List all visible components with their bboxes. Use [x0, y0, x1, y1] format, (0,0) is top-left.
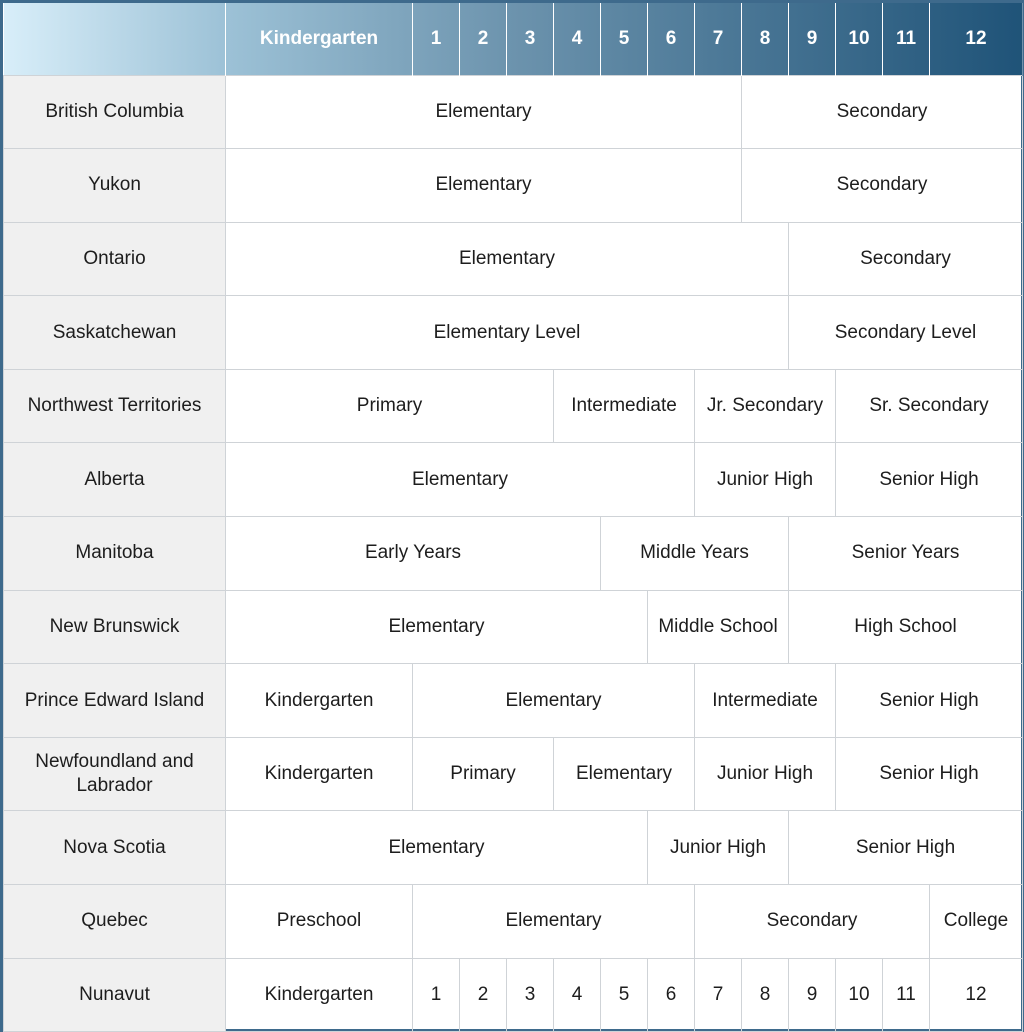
province-name: Nova Scotia [4, 811, 226, 885]
school-stage-cell: 9 [789, 958, 836, 1032]
school-stage-cell: Intermediate [554, 369, 695, 443]
school-stage-cell: Sr. Secondary [836, 369, 1023, 443]
province-name: Northwest Territories [4, 369, 226, 443]
province-name: Nunavut [4, 958, 226, 1032]
school-stage-cell: College [930, 885, 1023, 959]
grade-header-kindergarten: Kindergarten [226, 3, 413, 75]
school-stage-cell: Early Years [226, 517, 601, 591]
table-row [4, 958, 1023, 1032]
school-stage-cell: Secondary [789, 222, 1023, 296]
grade-header-2: 2 [460, 3, 507, 75]
school-stage-cell: Secondary [695, 885, 930, 959]
table-row [4, 75, 1023, 149]
school-stage-cell: Elementary [226, 811, 648, 885]
school-stage-cell: Elementary [554, 737, 695, 811]
table-row [4, 664, 1023, 738]
school-stage-cell: 12 [930, 958, 1023, 1032]
school-stage-cell: Senior High [836, 443, 1023, 517]
school-stage-cell: Junior High [695, 737, 836, 811]
table-row [4, 296, 1023, 370]
school-stage-cell: 11 [883, 958, 930, 1032]
table-row [4, 885, 1023, 959]
table-row [4, 811, 1023, 885]
grade-header-6: 6 [648, 3, 695, 75]
school-stage-cell: Preschool [226, 885, 413, 959]
school-stage-cell: Jr. Secondary [695, 369, 836, 443]
school-stage-cell: Secondary [742, 75, 1023, 149]
table-row [4, 590, 1023, 664]
school-stage-cell: Elementary [226, 443, 695, 517]
province-name: New Brunswick [4, 590, 226, 664]
school-stage-cell: Middle Years [601, 517, 789, 591]
school-stage-cell: Primary [413, 737, 554, 811]
table-row [4, 737, 1023, 811]
school-stage-cell: 2 [460, 958, 507, 1032]
school-stage-cell: Senior High [836, 737, 1023, 811]
header-corner-cell [4, 3, 226, 75]
school-stage-cell: Kindergarten [226, 664, 413, 738]
grade-header-7: 7 [695, 3, 742, 75]
province-rows [4, 75, 1023, 1032]
province-name: Saskatchewan [4, 296, 226, 370]
school-grade-table [3, 3, 1023, 1032]
school-stage-cell: Elementary [226, 222, 789, 296]
province-name: Prince Edward Island [4, 664, 226, 738]
province-name: Manitoba [4, 517, 226, 591]
province-name: Alberta [4, 443, 226, 517]
grade-header-8: 8 [742, 3, 789, 75]
school-stage-cell: Elementary [226, 75, 742, 149]
school-stage-cell: Junior High [695, 443, 836, 517]
school-stage-cell: 7 [695, 958, 742, 1032]
school-stage-cell: Intermediate [695, 664, 836, 738]
school-stage-cell: 3 [507, 958, 554, 1032]
province-name: Newfoundland and Labrador [4, 737, 226, 811]
table-row [4, 369, 1023, 443]
table-row [4, 517, 1023, 591]
grade-header-3: 3 [507, 3, 554, 75]
school-stage-cell: 5 [601, 958, 648, 1032]
school-stage-cell: Senior High [836, 664, 1023, 738]
school-stage-cell: High School [789, 590, 1023, 664]
school-stage-cell: Middle School [648, 590, 789, 664]
grade-header-4: 4 [554, 3, 601, 75]
table-row [4, 443, 1023, 517]
grade-header-1: 1 [413, 3, 460, 75]
school-stage-cell: 4 [554, 958, 601, 1032]
school-stage-cell: 8 [742, 958, 789, 1032]
school-stage-cell: Primary [226, 369, 554, 443]
school-stage-cell: Elementary [226, 149, 742, 223]
school-stage-cell: Secondary Level [789, 296, 1023, 370]
table-row [4, 149, 1023, 223]
school-stage-cell: Secondary [742, 149, 1023, 223]
school-stage-cell: Senior High [789, 811, 1023, 885]
school-stage-cell: 1 [413, 958, 460, 1032]
table-row [4, 222, 1023, 296]
province-name: Quebec [4, 885, 226, 959]
school-stage-cell: Kindergarten [226, 958, 413, 1032]
province-name: British Columbia [4, 75, 226, 149]
school-stage-cell: 6 [648, 958, 695, 1032]
grade-header-5: 5 [601, 3, 648, 75]
school-stage-cell: Elementary [413, 885, 695, 959]
school-stage-cell: 10 [836, 958, 883, 1032]
school-stage-cell: Junior High [648, 811, 789, 885]
school-stage-cell: Elementary Level [226, 296, 789, 370]
grade-header-11: 11 [883, 3, 930, 75]
school-stage-cell: Senior Years [789, 517, 1023, 591]
grade-header-row [4, 3, 1023, 75]
grade-header-9: 9 [789, 3, 836, 75]
province-name: Yukon [4, 149, 226, 223]
school-stage-cell: Kindergarten [226, 737, 413, 811]
school-stage-cell: Elementary [413, 664, 695, 738]
grade-header-12: 12 [930, 3, 1023, 75]
grade-header-10: 10 [836, 3, 883, 75]
province-name: Ontario [4, 222, 226, 296]
school-stage-cell: Elementary [226, 590, 648, 664]
